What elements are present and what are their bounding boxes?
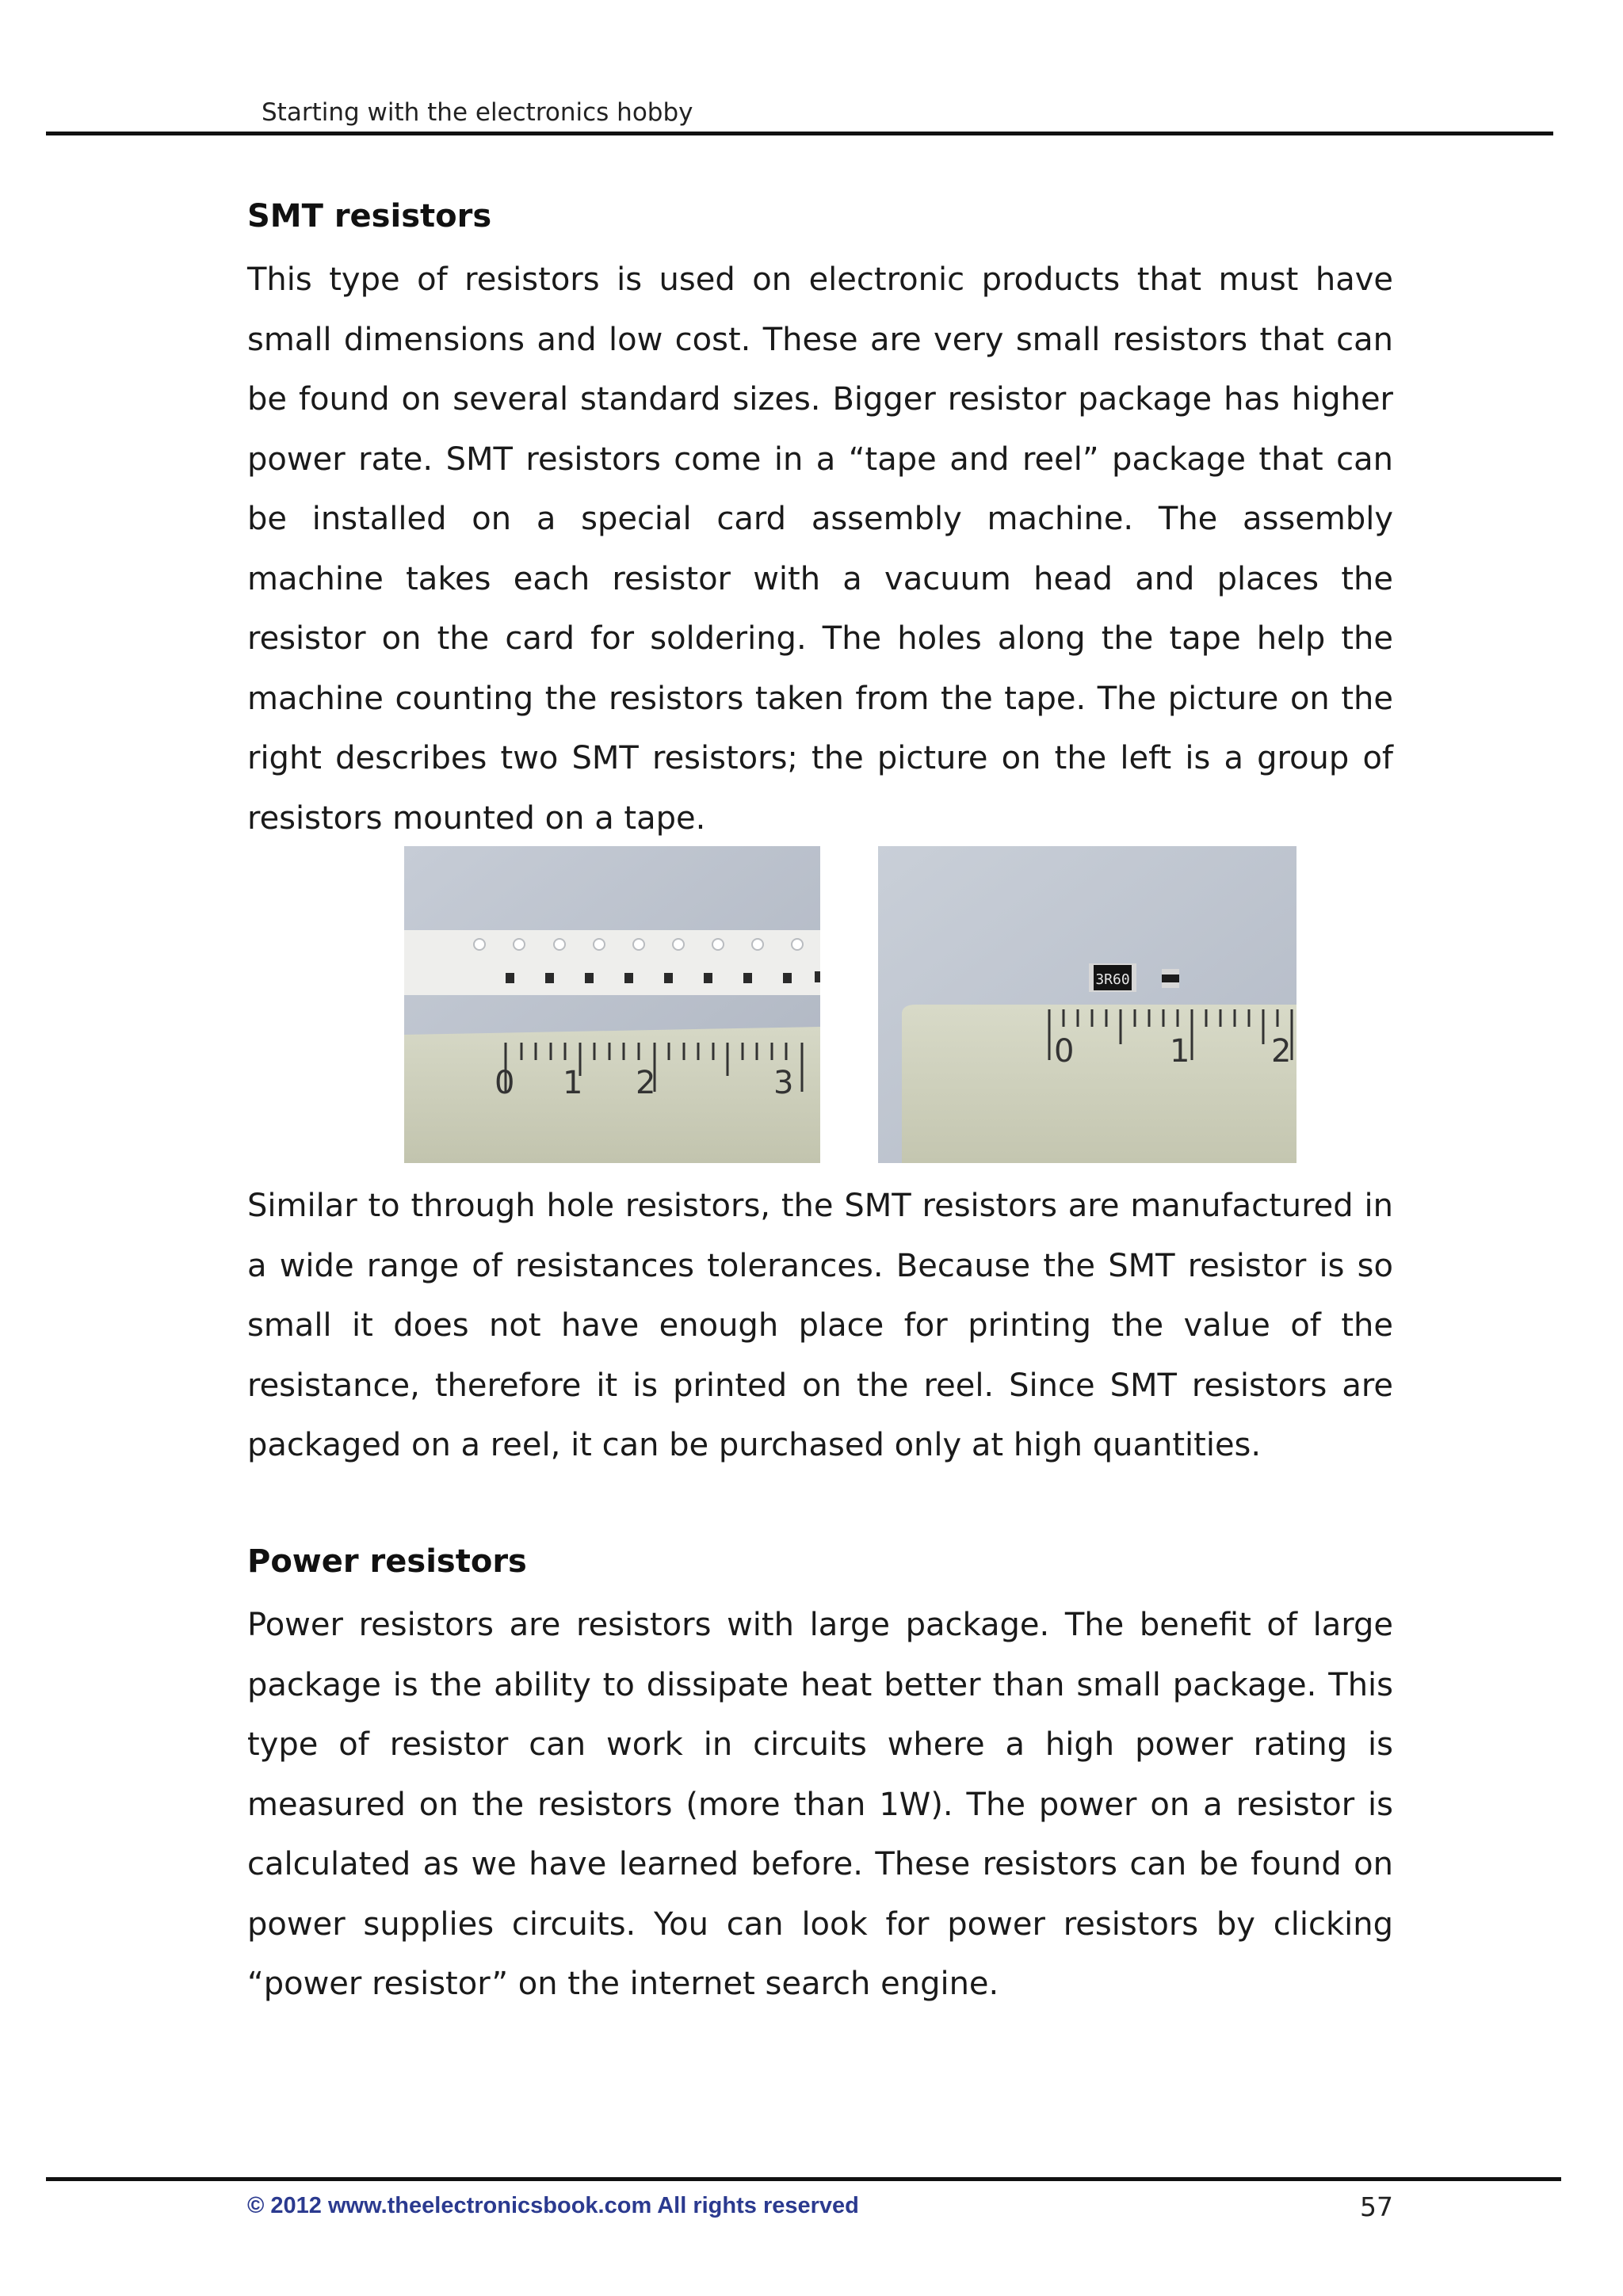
ruler-label: 1 xyxy=(1170,1033,1190,1070)
paragraph-power-resistors: Power resistors are resistors with large package. The benefit of large package is the ability to dissipate heat better than small package. This type of resistor can work in circuits where a high power rating is measured on the resistors (more than 1W). The power on a resistor is calculated as we have learned before. These resistors can be found on power supplies circuits. You can look for power resistors by clicking “power resistor” on the internet search engine. xyxy=(247,1607,1393,2002)
ruler-label: 0 xyxy=(495,1065,515,1101)
heading-smt-resistors: SMT resistors xyxy=(247,198,492,235)
ruler-label: 2 xyxy=(636,1065,656,1101)
ruler-label: 3 xyxy=(773,1065,794,1101)
heading-power-resistors: Power resistors xyxy=(247,1543,527,1580)
ruler-label: 2 xyxy=(1271,1033,1292,1070)
footer-copyright: © 2012 www.theelectronicsbook.com All rights reserved xyxy=(247,2193,859,2218)
figure-resistor-tape xyxy=(404,846,820,1163)
paragraph-smt-intro: This type of resistors is used on electronic products that must have small dimensions and low cost. These are very small resistors that can be found on several standard sizes. Bigger resistor package has higher power rate. SMT resistors come in a “tape and reel” package that can be installed on a special card assembly machine. The assembly machine takes each resistor with a vacuum head and places the resistor on the card for soldering. The holes along the tape help the machine counting the resistors taken from the tape. The picture on the right describes two SMT resistors; the picture on the left is a group of resistors mounted on a tape. xyxy=(247,261,1393,837)
resistor-tape-photo xyxy=(404,846,820,1163)
ruler-label: 1 xyxy=(563,1065,583,1101)
resistor-marking: 3R60 xyxy=(1095,971,1130,988)
smt-resistors-photo xyxy=(878,846,1296,1163)
figure-two-smt-resistors xyxy=(878,846,1296,1163)
header-rule xyxy=(46,132,1553,135)
footer-rule xyxy=(46,2177,1561,2181)
running-header: Starting with the electronics hobby xyxy=(262,98,693,127)
paragraph-smt-tolerances: Similar to through hole resistors, the SMT resistors are manufactured in a wide range of resistances tolerances. Because the SMT resistor is so small it does not have enough place for printing the value of the resistance, therefore it is printed on the reel. Since SMT resistors are packaged on a reel, it can be purchased only at high quantities. xyxy=(247,1188,1393,1463)
page-number: 57 xyxy=(1360,2191,1393,2222)
ruler-label: 0 xyxy=(1054,1033,1075,1070)
